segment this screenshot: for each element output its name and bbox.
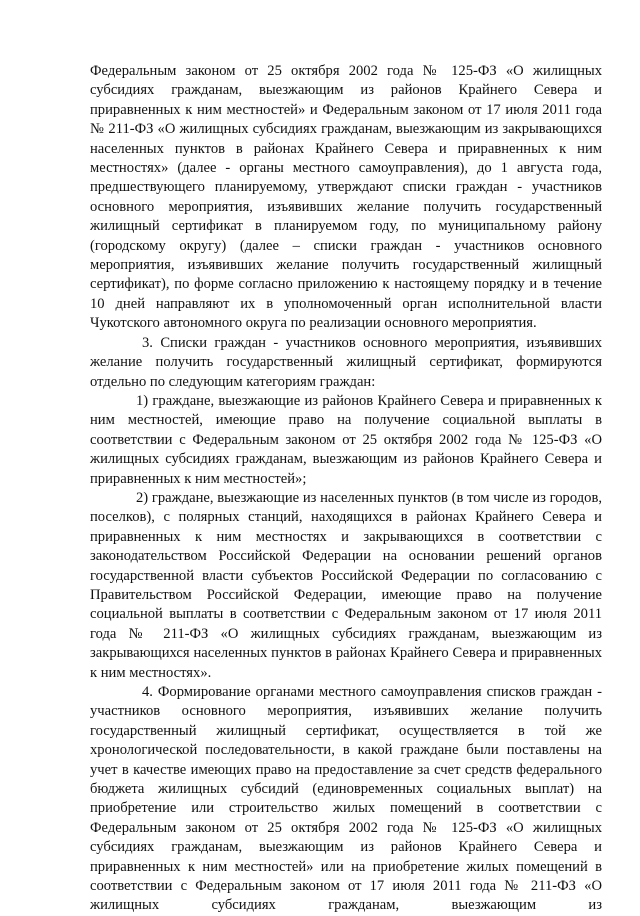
paragraph-subitem-1: 1) граждане, выезжающие из районов Крайнего Севера и приравненных к ним местностей, имеющие право на получение социальной выплаты в соответствии с Федеральным законом от 25 октября 2002 года № 125-ФЗ «О жилищных субсидиях гражданам, выезжающим из районов Крайнего Севера и приравненных к ним местностей»; — [90, 392, 602, 487]
document-body — [90, 62, 602, 916]
paragraph-continuation: Федеральным законом от 25 октября 2002 года № 125-ФЗ «О жилищных субсидиях гражданам, выезжающим из районов Крайнего Севера и приравненных к ним местностей» и Федеральным законом от 17 июля 2011 года № 211-ФЗ «О жилищных субсидиях гражданам, выезжающим из закрывающихся населенных пунктов в районах Крайнего Севера и приравненных к ним местностях» (далее - органы местного самоуправления), до 1 августа года, предшествующего планируемому, утверждают списки граждан - участников основного мероприятия, изъявивших желание получить государственный жилищный сертификат в планируемом году, по муниципальному району (городскому округу) (далее – списки граждан - участников основного мероприятия, изъявивших желание получить государственный жилищный сертификат), по форме согласно приложению к настоящему порядку и в течение 10 дней направляют их в уполномоченный орган исполнительной власти Чукотского автономного округа по реализации основного мероприятия. — [90, 63, 602, 332]
paragraph-subitem-2: 2) граждане, выезжающие из населенных пунктов (в том числе из городов, поселков), с полярных станций, находящихся в районах Крайнего Севера и приравненных к ним местностях и закрывающихся в соответствии с законодательством Российской Федерации на основании решений органов государственной власти субъектов Российской Федерации по согласованию с Правительством Российской Федерации, имеющие право на получение социальной выплаты в соответствии с Федеральным законом от 17 июля 2011 года № 211-ФЗ «О жилищных субсидиях гражданам, выезжающим из закрывающихся населенных пунктов в районах Крайнего Севера и приравненных к ним местностях». — [90, 489, 602, 681]
paragraph-item-3: 3. Списки граждан - участников основного мероприятия, изъявивших желание получить государственный жилищный сертификат, формируются отдельно по следующим категориям граждан: — [90, 334, 602, 390]
paragraph-item-4: 4. Формирование органами местного самоуправления списков граждан - участников основного мероприятия, изъявивших желание получить государственный жилищный сертификат, осуществляется в той же хронологической последовательности, в какой граждане были поставлены на учет в качестве имеющих право на предоставление за счет средств федерального бюджета жилищных субсидий (единовременных социальных выплат) на приобретение или строительство жилых помещений в соответствии с Федеральным законом от 25 октября 2002 года № 125-ФЗ «О жилищных субсидиях гражданам, выезжающим из районов Крайнего Севера и приравненных к ним местностей» или на приобретение жилых помещений в соответствии с Федеральным законом от 17 июля 2011 года № 211-ФЗ «О жилищных субсидиях гражданам, выезжающим из — [90, 684, 602, 914]
